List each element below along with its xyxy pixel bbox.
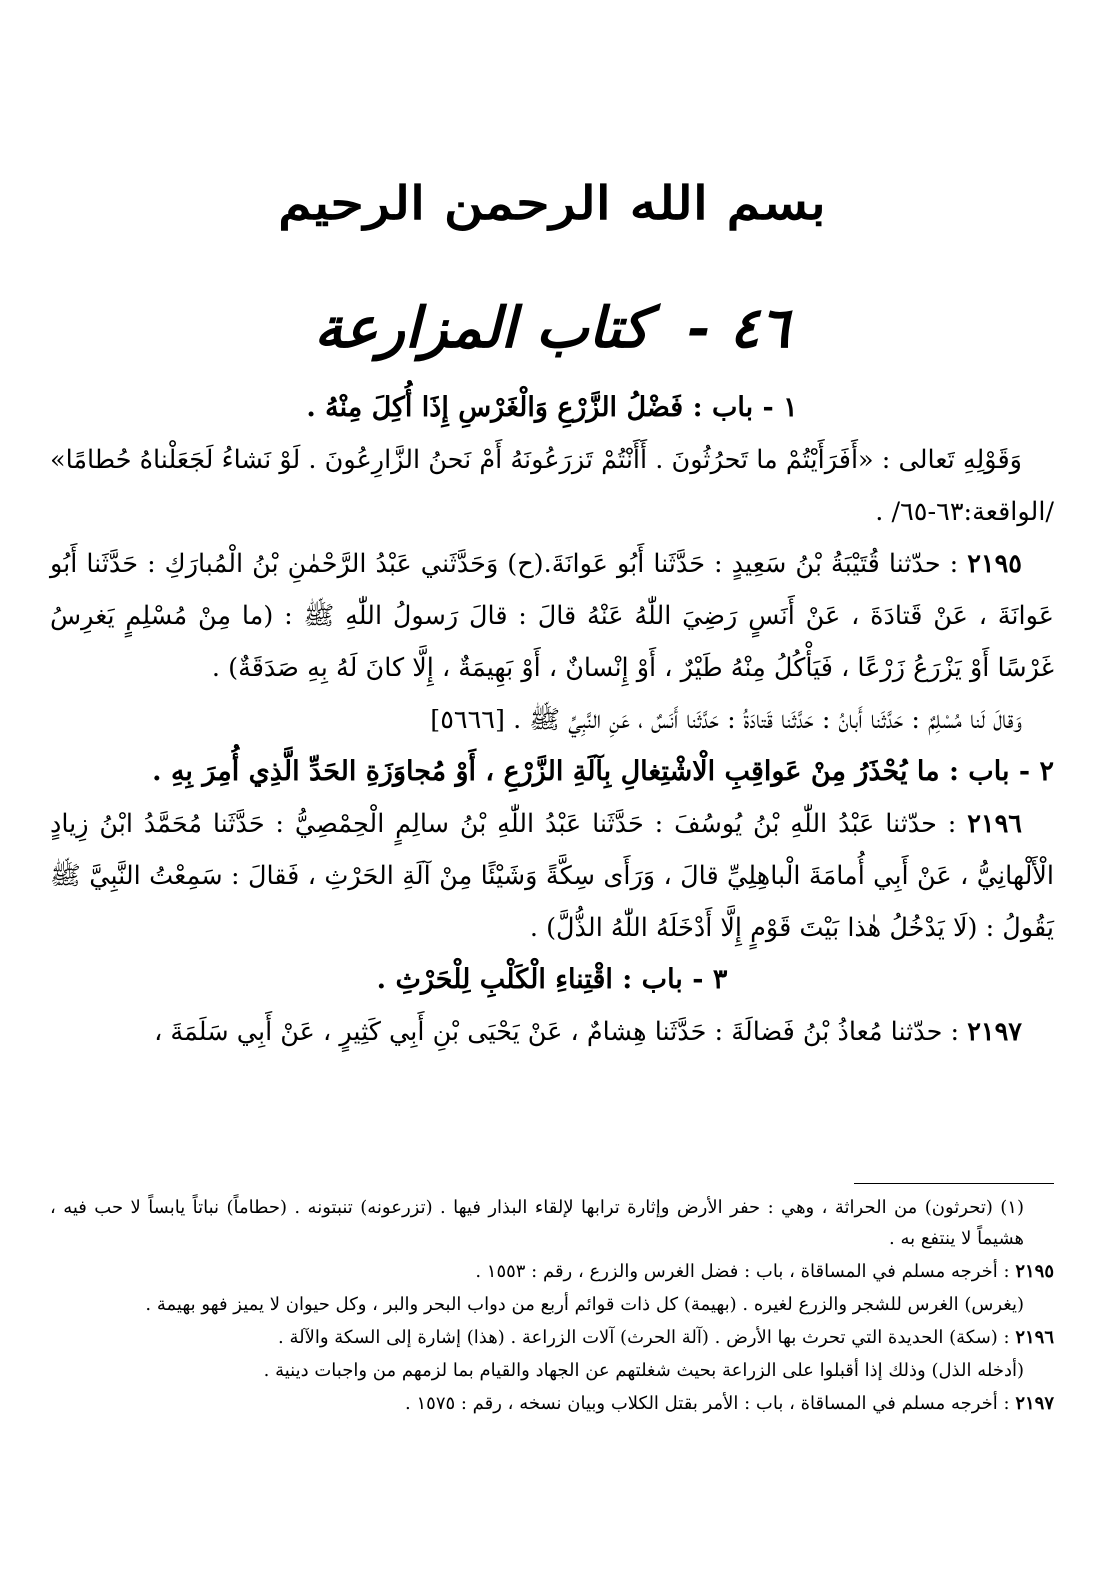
hadith-text: : حدّثنا مُعاذُ بْنُ فَضالَةَ : حَدَّثَنا هِشامٌ ، عَنْ يَحْيَى بْنِ أَبِي كَثِيرٍ ، عَنْ أَبِي سَلَمَةَ ،: [154, 1017, 960, 1047]
hadith-number: ٢١٩٦: [967, 809, 1023, 839]
hadith-2195: [50, 538, 1054, 694]
main-text: [50, 382, 1054, 1058]
hadith-number: ٢١٩٥: [967, 549, 1022, 579]
chapter-2-title: ٢ - باب : ما يُحْذَرُ مِنْ عَواقِبِ الْاشْتِغالِ بِآلَةِ الزَّرْعِ ، أَوْ مُجاوَزَةِ الحَدِّ الَّذِي أُمِرَ بِهِ .: [152, 756, 1054, 787]
hadith-2195-extra: وَقالَ لَنا مُسْلِمٌ : حَدَّثَنا أَبانُ : حَدَّثَنا قَتادَةُ : حَدَّثَنا أَنَسٌ ، عَنِ النَّبِيِّ ﷺ . [٥٦٦٦]: [430, 705, 1022, 735]
footnotes: [50, 1192, 1054, 1421]
chapter-1-title: ١ - باب : فَضْلُ الزَّرْعِ وَالْغَرْسِ إِذَا أُكِلَ مِنْهُ .: [306, 392, 798, 423]
footnote-2196: [50, 1322, 1054, 1353]
footnote-number: ٢١٩٧: [1015, 1393, 1054, 1414]
book-title-text: كتاب المزارعة: [314, 295, 650, 361]
hadith-text: : حدّثنا عَبْدُ اللّٰهِ بْنُ يُوسُفَ : حَدَّثَنا عَبْدُ اللّٰهِ بْنُ سالِمٍ الْحِمْصِيُّ : حَدَّثَنا مُحَمَّدُ ابْنُ زِيادٍ الْأَلْهانِيُّ ، عَنْ أَبِي أُمامَةَ الْباهِلِيِّ قالَ ، وَرَأَى سِكَّةً وَشَيْئًا مِنْ آلَةِ الحَرْثِ ، فَقالَ : سَمِعْتُ النَّبِيَّ ﷺ يَقُولُ : (لَا يَدْخُلُ هٰذا بَيْتَ قَوْمٍ إِلَّا أَدْخَلَهُ اللّٰهُ الذُّلَّ) .: [50, 809, 1054, 943]
basmala-heading: بسم الله الرحمن الرحيم: [278, 175, 826, 231]
footnote-2196-gloss: (أدخله الذل) وذلك إذا أقبلوا على الزراعة بحيث شغلتهم عن الجهاد والقيام بما لزمهم من واجبات دينية .: [263, 1360, 1024, 1381]
footnote-number: ٢١٩٥: [1015, 1261, 1054, 1282]
footnote-2195: [50, 1256, 1054, 1287]
hadith-2197: [50, 1006, 1054, 1058]
footnote-text: : أخرجه مسلم في المساقاة ، باب : فضل الغرس والزرع ، رقم : ١٥٥٣ .: [475, 1261, 1010, 1282]
book-title: [0, 290, 1104, 366]
chapter-3-title: ٣ - باب : اقْتِناءِ الْكَلْبِ لِلْحَرْثِ .: [376, 964, 728, 995]
book-number: ٤٦ -: [686, 295, 790, 361]
footnote-text: : أخرجه مسلم في المساقاة ، باب : الأمر بقتل الكلاب وبيان نسخه ، رقم : ١٥٧٥ .: [405, 1393, 1010, 1414]
quran-verse: وَقَوْلِهِ تَعالى : «أَفَرَأَيْتُمْ ما تَحرُثُونَ . أَأَنْتُمْ تَزرَعُونَهُ أَمْ نَحنُ الزَّارِعُونَ . لَوْ نَشاءُ لَجَعَلْناهُ حُطامًا» /الواقعة:٦٣-٦٥/ .: [50, 445, 1054, 527]
footnote-1: (١) (تحرثون) من الحراثة ، وهي : حفر الأرض وإثارة ترابها لإلقاء البذار فيها . (تزرعونه) تنبتونه . (حطاماً) نباتاً يابساً لا حب فيه ، هشيماً لا ينتفع به .: [50, 1197, 1024, 1249]
hadith-2196: [50, 798, 1054, 954]
footnote-2197: [50, 1388, 1054, 1419]
footnote-divider: [854, 1183, 1054, 1184]
hadith-text: : حدّثنا قُتَيْبَةُ بْنُ سَعِيدٍ : حَدَّثَنا أَبُو عَوانَةَ.(ح) وَحَدَّثَني عَبْدُ الرَّحْمٰنِ بْنُ الْمُبارَكِ : حَدَّثَنا أَبُو عَوانَةَ ، عَنْ قَتادَةَ ، عَنْ أَنَسٍ رَضِيَ اللّٰهُ عَنْهُ قالَ : قالَ رَسولُ اللّٰهِ ﷺ : (ما مِنْ مُسْلِمٍ يَغرِسُ غَرْسًا أَوْ يَزْرَعُ زَرْعًا ، فَيَأْكُلُ مِنْهُ طَيْرٌ ، أَوْ إِنْسانٌ ، أَوْ بَهِيمَةٌ ، إِلَّا كانَ لَهُ بِهِ صَدَقَةٌ) .: [50, 549, 1054, 683]
hadith-number: ٢١٩٧: [967, 1017, 1022, 1047]
footnote-2195-gloss: (يغرس) الغرس للشجر والزرع لغيره . (بهيمة) كل ذات قوائم أربع من دواب البحر والبر ، وكل حيوان لا يميز فهو بهيمة .: [145, 1294, 1024, 1315]
footnote-text: : (سكة) الحديدة التي تحرث بها الأرض . (آلة الحرث) آلات الزراعة . (هذا) إشارة إلى السكة والآلة .: [278, 1327, 1010, 1348]
footnote-number: ٢١٩٦: [1015, 1327, 1054, 1348]
